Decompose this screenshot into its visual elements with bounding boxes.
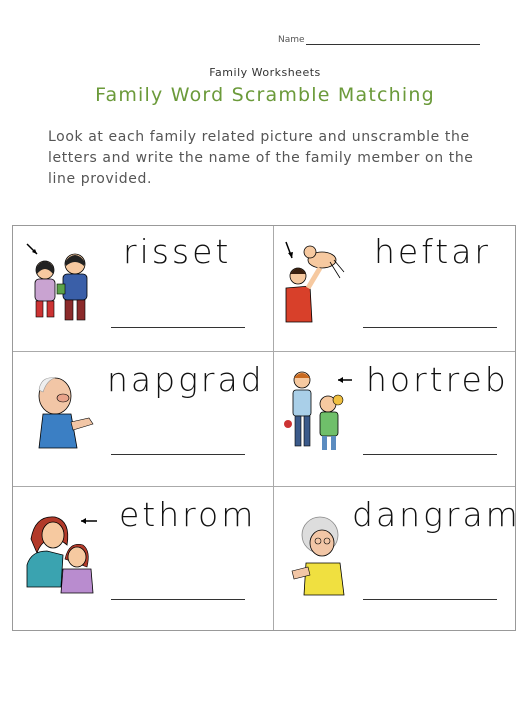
answer-line[interactable] [111,599,245,600]
answer-line[interactable] [111,327,245,328]
scrambled-word: risset [123,232,232,271]
scrambled-word: ethrom [119,495,257,534]
answer-line[interactable] [111,454,245,455]
word-cell [274,352,517,486]
scrambled-word: dangram [352,495,521,534]
word-cell [274,226,517,351]
word-scramble-grid [12,225,521,631]
scrambled-word: heftar [374,232,491,271]
worksheet-title: Family Word Scramble Matching [95,84,435,106]
word-cell [13,226,273,351]
mother-picture [21,509,111,599]
answer-line[interactable] [363,454,497,455]
brother-picture [284,368,374,456]
word-cell [274,487,521,632]
grandma-picture [284,513,360,599]
answer-line[interactable] [363,599,497,600]
scrambled-word: hortreb [366,360,509,399]
name-label: Name [278,35,305,45]
answer-line[interactable] [363,327,497,328]
instructions-text: Look at each family related picture and unscramble the letters and write the name of the family member on the line provided. [48,129,474,187]
grandpa-picture [27,370,97,450]
scrambled-word: napgrad [107,360,265,399]
sister-picture [23,240,95,326]
word-cell [13,487,273,632]
worksheet-subtitle: Family Worksheets [209,66,321,79]
name-field-line[interactable] [306,44,480,45]
word-cell [13,352,273,486]
father-picture [278,238,348,328]
